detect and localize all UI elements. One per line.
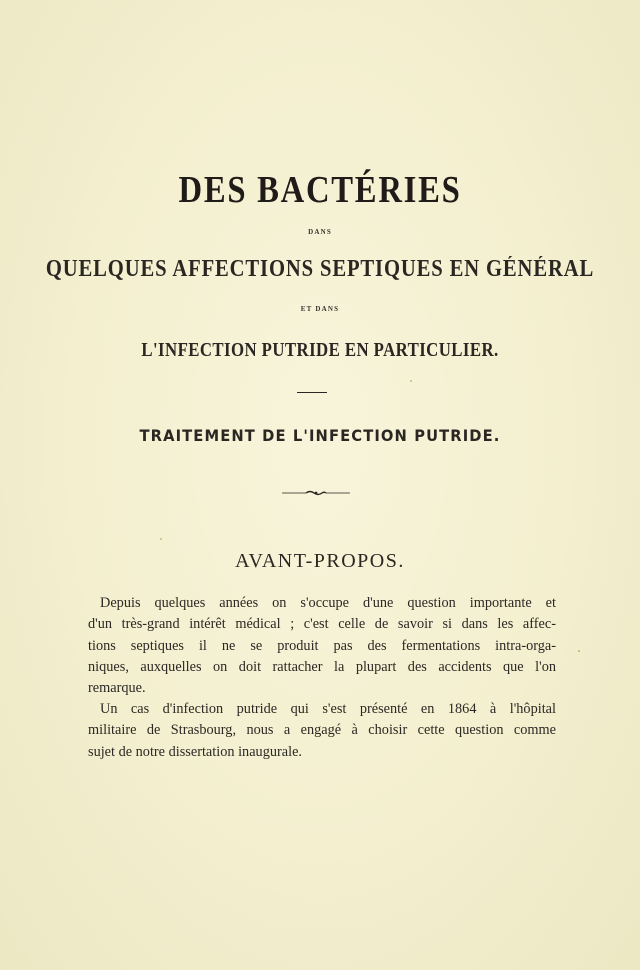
paragraph-line: tions septiques il ne se produit pas des fermentations intra-orga- [88, 637, 556, 654]
document-title: DES BACTÉRIES [178, 169, 462, 211]
paragraph-line: d'un très-grand intérêt médical ; c'est celle de savoir si dans les affec- [88, 616, 556, 633]
paper-speck [410, 380, 412, 382]
paragraph-line: sujet de notre dissertation inaugurale. [88, 743, 302, 760]
preface-heading: AVANT-PROPOS. [235, 550, 405, 572]
ornament-divider [280, 488, 352, 498]
paragraph-line: militaire de Strasbourg, nous a engagé à choisir cette question comme [88, 722, 556, 739]
paragraph-line: niques, auxquelles on doit rattacher la plupart des accidents que l'on [88, 658, 556, 675]
paper-speck [578, 650, 580, 652]
paragraph-line: Depuis quelques années on s'occupe d'une question importante et [100, 595, 556, 611]
paragraph-line: Un cas d'infection putride qui s'est présenté en 1864 à l'hôpital [100, 701, 556, 717]
paragraph-2 [88, 699, 556, 763]
divider-rule [297, 392, 327, 393]
paper-speck [160, 538, 162, 540]
subtitle-particular: L'INFECTION PUTRIDE EN PARTICULIER. [141, 339, 499, 361]
section-heading: TRAITEMENT DE L'INFECTION PUTRIDE. [139, 426, 501, 445]
connector-dans: DANS [308, 228, 332, 236]
connector-et-dans: ET DANS [300, 305, 340, 313]
paragraph-line: remarque. [88, 680, 146, 697]
paragraph-1 [88, 593, 556, 699]
subtitle-general: QUELQUES AFFECTIONS SEPTIQUES EN GÉNÉRAL [45, 256, 595, 282]
